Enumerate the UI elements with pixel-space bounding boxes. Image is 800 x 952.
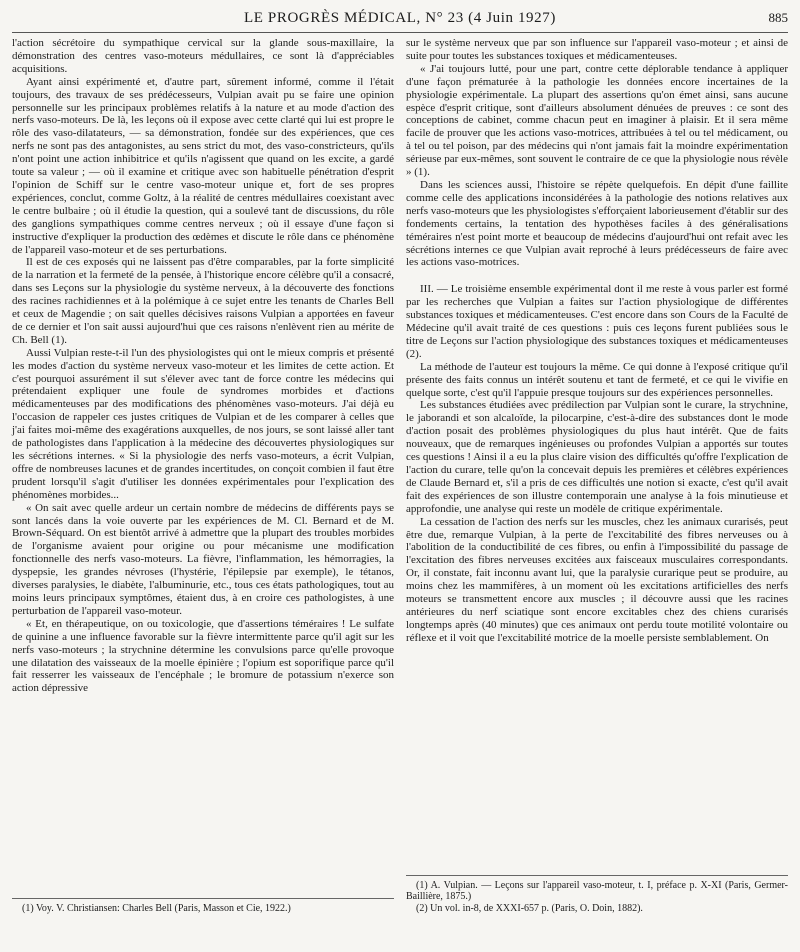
paragraph: Il est de ces exposés qui ne laissent pas d'être comparables, par la forte simplicité de la narration et la fermeté de la pensée, à l'historique encore célèbre qu'il a consacré, dans ses Leçons sur la physiologie du système nerveux, à la découverte des fonctions des racines rachidiennes et à la polémique à ce sujet entre les tenants de Charles Bell et ceux de Magendie ; on sait quelles décisives raisons Vulpian a apportées en faveur de ce dernier et l'on sait aussi aujourd'hui que ces raisons n'enlèvent rien au mérite de Ch. Bell (1). [12, 256, 394, 346]
paragraph: sur le système nerveux que par son influence sur l'appareil vaso-moteur ; et ainsi de suite pour toutes les substances toxiques et médicamenteuses. [406, 37, 788, 62]
footnotes [406, 875, 788, 915]
paragraph: l'action sécrétoire du sympathique cervical sur la glande sous-maxillaire, la démonstration des centres vaso-moteurs médullaires, ce sont là d'appréciables acquisitions. [12, 37, 394, 75]
paragraph: « J'ai toujours lutté, pour une part, contre cette déplorable tendance à appliquer d'une façon prématurée à la pathologie les données encore incertaines de la physiologie expérimentale. La plupart des assertions qu'on émet ainsi, sans aucune espèce d'esprit critique, sont d'ailleurs absolument dénuées de preuves : ce sont des conceptions de cabinet, comme chacun peut en imaginer à plaisir. Et il sera même facile de prouver que les actions vaso-motrices, attribuées à tel ou tel médicament, ou à tel ou tel poison, par des médecins qui n'ont jamais fait la moindre expérimentation sérieuse par eux-mêmes, sont souvent le contraire de ce que la physiologie nous révèle » (1). [406, 62, 788, 179]
section-paragraph: III. — Le troisième ensemble expérimental dont il me reste à vous parler est formé par les recherches que Vulpian a faites sur l'action physiologique de différentes substances toxiques et médicamenteuses. C'est encore dans son Cours de la Faculté de Médecine qu'il avait traité de ces questions : puis ces leçons furent publiées sous le titre de Leçons sur l'action physiologique des substances toxiques et médicamenteuses (2). [406, 283, 788, 360]
left-column [12, 37, 394, 942]
paragraph: Ayant ainsi expérimenté et, d'autre part, sûrement informé, comme il l'était toujours, des travaux de ses prédécesseurs, Vulpian avait pu se faire une opinion personnelle sur les principaux problèmes relatifs à la nature et au mode d'action des nerfs vaso-moteurs. De là, les leçons où il expose avec cette clarté qui lui est propre le rôle des vaso-dilatateurs, — sa démonstration, fondée sur des expériences, que ces nerfs ne sont pas des antagonistes, au sens strict du mot, des vaso-constricteurs, qu'ils n'ont point une action inhibitrice et qu'ils n'agissent que quand on les excite, a gardé toute sa valeur ; — où il examine et critique avec son habituelle pénétration d'esprit l'opinion de Schiff sur le centre vaso-moteur unique et, fort de ses propres expériences, conclut, comme Goltz, à la réalité de centres médullaires coexistant avec le centre bulbaire ; où il étudie la question, qui a soulevé tant de discussions, du rôle des ganglions sympathiques comme centres nerveux ; où il essaye d'une façon si instructive d'expliquer la production des œdèmes et discute le rôle dans ce phénomène de l'appareil vaso-moteur et de ses perturbations. [12, 75, 394, 256]
footnote: (1) Voy. V. Christiansen: Charles Bell (Paris, Masson et Cie, 1922.) [22, 902, 291, 914]
paragraph: Dans les sciences aussi, l'histoire se répète quelquefois. En dépit d'une faillite comme celle des applications inconsidérées à la pathologie des notions relatives aux nerfs vaso-moteurs que les physiologistes s'efforçaient laborieusement d'établir sur des fondements certains, la tentation des hypothèses faciles à des généralisations téméraires n'est point morte et beaucoup de médecins d'aujourd'hui ont refait avec les sécrétions internes ce que Vulpian avait reproché à leurs prédécesseurs de faire avec les actions vaso-motrices. [406, 178, 788, 269]
footnote: (1) A. Vulpian. — Leçons sur l'appareil vaso-moteur, t. I, préface p. X-XI (Paris, Germer-Baillière, 1875.) [406, 879, 788, 902]
running-header [12, 10, 788, 33]
right-column [406, 37, 788, 942]
paragraph: Aussi Vulpian reste-t-il l'un des physiologistes qui ont le mieux compris et présenté les modes d'action du système nerveux vaso-moteur et les limites de cette action. Et c'est pourquoi assurément il sut s'élever avec tant de force contre les médecins qui prétendaient expliquer une foule de syndromes morbides et d'actions médicamenteuses par des modifications des phénomènes vaso-moteurs. J'ai déjà eu l'occasion de rappeler ces justes critiques de Vulpian et de les comparer à celles que j'ai faites moi-même des exagérations auxquelles, de nos jours, se sont laissé aller tant de pathologistes dans l'application à la médecine des découvertes physiologiques sur les sécrétions internes. « Si la physiologie des nerfs vaso-moteurs, a écrit Vulpian, offre de nombreuses lacunes et de grandes incertitudes, on conçoit combien il faut être prudent lorsqu'il s'agit d'utiliser les données expérimentales pour l'explication des phénomènes morbides... [12, 346, 394, 501]
page-number: 885 [768, 10, 788, 25]
paragraph: La méthode de l'auteur est toujours la même. Ce qui donne à l'exposé critique qu'il présente des faits connus un intérêt soutenu et tant de fermeté, et ce qui le vivifie en quelque sorte, c'est qu'il l'appuie presque toujours sur des expériences personnelles. [406, 360, 788, 399]
paragraph: Les substances étudiées avec prédilection par Vulpian sont le curare, la strychnine, le jaborandi et son alcaloïde, la pilocarpine, c'est-à-dire des substances dont le mode d'action posait des problèmes physiologiques du plus haut intérêt. Que de faits nouveaux, que de remarques ingénieuses ou profondes Vulpian a apportés sur toutes ces questions ! Ainsi il a eu la plus claire vision des difficultés qu'offre l'explication de l'action du curare, telle qu'on la concevait depuis les premières et célèbres expériences de Claude Bernard et, s'il a pris de ces difficultés une notion si exacte, c'est qu'il avait fait des expériences de son illustre contemporain une analyse à la fois minutieuse et approfondie, une analyse qui reste un modèle de critique expérimentale. [406, 399, 788, 515]
journal-title: LE PROGRÈS MÉDICAL, N° 23 (4 Juin 1927) [244, 10, 556, 26]
footnotes [12, 898, 394, 915]
paragraph: La cessation de l'action des nerfs sur les muscles, chez les animaux curarisés, peut être due, remarque Vulpian, à la perte de l'excitabilité des fibres nerveuses ou à l'abolition de la conductibilité de ces fibres, ou enfin à l'impossibilité du passage de l'excitation des fibres nerveuses excitées aux faisceaux musculaires correspondants. Or, il constate, fait inconnu avant lui, que la paralysie curarique peut se produire, au moins chez les mammifères, à un moment où les excitations artificielles des nerfs moteurs se transmettent encore aux muscles ; il découvre aussi que les racines antérieures du nerf sciatique sont encore excitables chez des chiens curarisés longtemps après (40 minutes) que ces animaux ont perdu toute motilité volontaire ou réflexe et il voit que l'excitabilité motrice de la moelle persiste semblablement. On [406, 515, 788, 644]
footnote: (2) Un vol. in-8, de XXXI-657 p. (Paris, O. Doin, 1882). [416, 902, 643, 914]
paragraph: « On sait avec quelle ardeur un certain nombre de médecins de différents pays se sont lancés dans la voie ouverte par les expériences de M. Cl. Bernard et de M. Brown-Séquard. On est bientôt arrivé à admettre que la plupart des troubles morbides de l'organisme avaient pour origine ou pour mécanisme une modification fonctionnelle des nerfs vaso-moteurs. La fièvre, l'inflammation, les hémorragies, la dyspepsie, les grandes névroses (l'hystérie, l'épilepsie par exemple), le tétanos, diverses paralysies, le diabète, l'albuminurie, etc., tous ces états pathologiques, tout au moins leurs principaux symptômes, étaient dus, à en croire ces pathologistes, à une perturbation de l'appareil vaso-moteur. [12, 501, 394, 617]
paragraph: « Et, en thérapeutique, on ou toxicologie, que d'assertions téméraires ! Le sulfate de quinine a une influence favorable sur la fièvre intermittente parce qu'il agit sur les nerfs vaso-moteurs ; la strychnine détermine les convulsions parce qu'elle provoque une dilatation des vaisseaux de la moelle épinière ; l'opium est soporifique parce qu'il fait resserrer les vaisseaux de l'encéphale ; le bromure de potassium n'exerce son action dépressive [12, 617, 394, 695]
